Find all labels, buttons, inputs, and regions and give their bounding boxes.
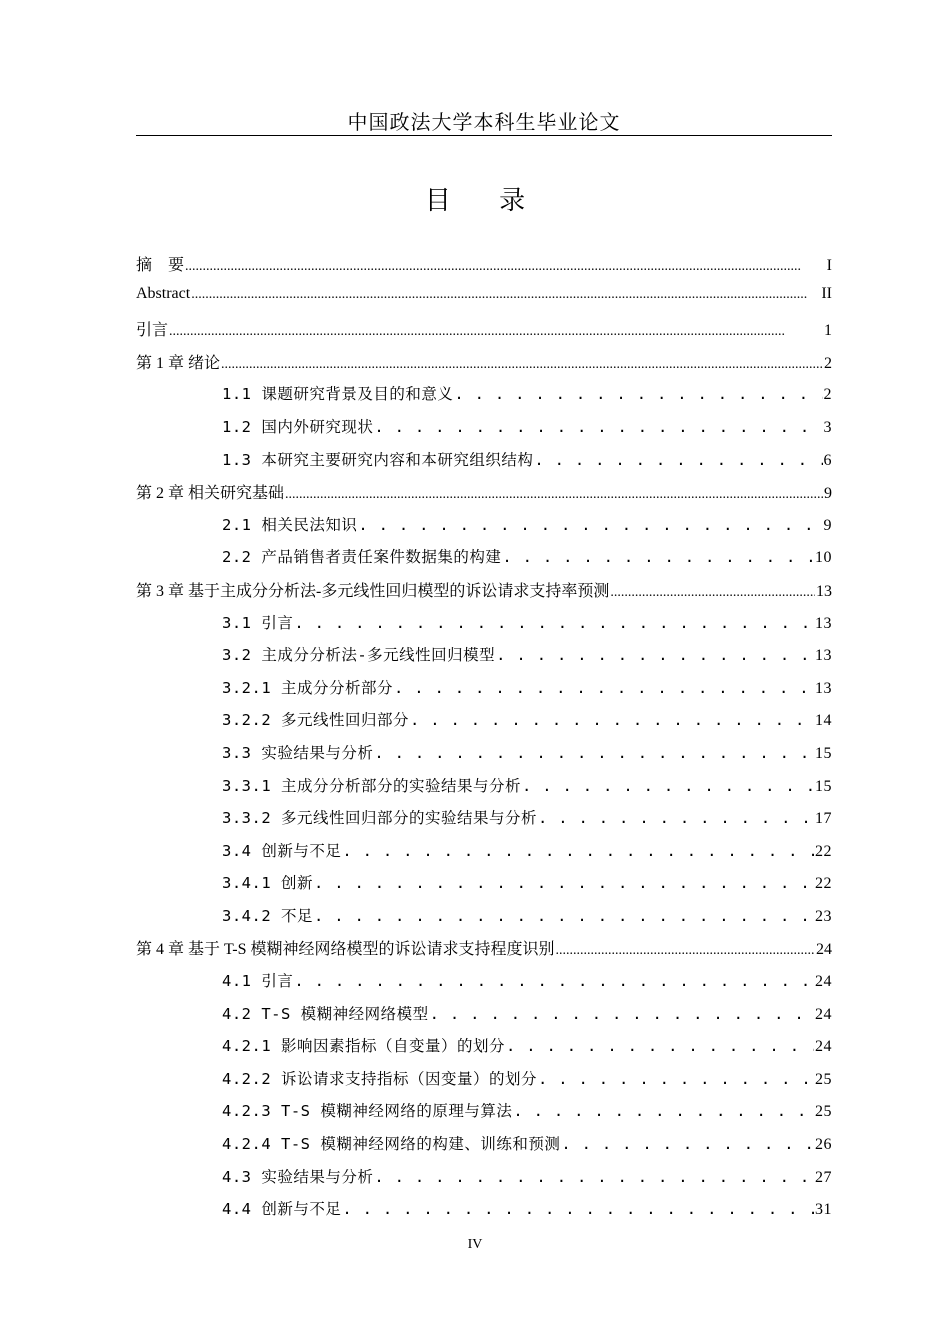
toc-dot-leader — [522, 777, 814, 795]
toc-dot-leader — [410, 711, 814, 729]
toc-entry[interactable] — [136, 1165, 832, 1198]
toc-entry-page: 13 — [815, 679, 832, 697]
running-header: 中国政法大学本科生毕业论文 — [347, 110, 621, 134]
toc-dot-leader — [294, 614, 814, 632]
toc-entry[interactable] — [136, 480, 832, 513]
toc-entry-page: 25 — [815, 1103, 832, 1121]
toc-entry-label: 4.2 T-S 模糊神经网络模型 — [222, 1004, 429, 1023]
toc-entry-page: 31 — [815, 1201, 832, 1219]
toc-entry-page: 24 — [816, 941, 832, 959]
toc-dot-leader — [534, 451, 822, 469]
toc-entry[interactable] — [136, 252, 832, 285]
toc-entry-page: 25 — [815, 1070, 832, 1088]
toc-dot-leader — [294, 972, 814, 990]
toc-entry-page: 24 — [815, 973, 832, 991]
toc-dot-leader — [538, 1070, 814, 1088]
toc-entry[interactable] — [136, 1067, 832, 1100]
toc-dot-leader — [285, 485, 823, 503]
toc-entry-page: 22 — [815, 875, 832, 893]
toc-entry[interactable] — [136, 415, 832, 448]
toc-dot-leader — [191, 285, 820, 303]
toc-entry-label: 3.3.1 主成分分析部分的实验结果与分析 — [222, 776, 521, 795]
toc-dot-leader — [430, 1005, 814, 1023]
toc-entry-page: 22 — [815, 842, 832, 860]
toc-entry[interactable] — [136, 1132, 832, 1165]
toc-entry[interactable] — [136, 806, 832, 839]
toc-title: 目 录 — [424, 186, 546, 216]
toc-dot-leader — [538, 809, 814, 827]
toc-dot-leader — [556, 941, 815, 959]
toc-entry-page: 24 — [815, 1005, 832, 1023]
toc-dot-leader — [169, 322, 823, 340]
toc-entry-page: 3 — [823, 418, 832, 436]
toc-entry[interactable] — [136, 382, 832, 415]
header-rule — [136, 135, 832, 136]
toc-entry[interactable] — [136, 448, 832, 481]
toc-dot-leader — [374, 1168, 814, 1186]
toc-entry[interactable] — [136, 1034, 832, 1067]
toc-entry[interactable] — [136, 676, 832, 709]
toc-entry-label: 第 4 章 基于 T-S 模糊神经网络模型的诉讼请求支持程度识别 — [136, 941, 555, 959]
toc-entry-label: 摘 要 — [136, 257, 185, 274]
toc-dot-leader — [610, 583, 815, 601]
toc-entry[interactable] — [136, 317, 832, 350]
toc-entry-label: 4.2.4 T-S 模糊神经网络的构建、训练和预测 — [222, 1135, 561, 1154]
toc-entry-label: 2.1 相关民法知识 — [222, 515, 358, 534]
toc-entry-label: 3.2.2 多元线性回归部分 — [222, 711, 409, 730]
toc-entry-label: 3.1 引言 — [222, 613, 294, 632]
toc-entry-label: Abstract — [136, 284, 191, 302]
toc-dot-leader — [314, 907, 814, 925]
toc-entry-page: 13 — [815, 614, 832, 632]
toc-entry-page: 27 — [815, 1168, 832, 1186]
toc-entry[interactable] — [136, 350, 832, 383]
toc-dot-leader — [221, 355, 823, 373]
toc-entry[interactable] — [136, 708, 832, 741]
toc-entry[interactable] — [136, 774, 832, 807]
toc-entry-label: 2.2 产品销售者责任案件数据集的构建 — [222, 548, 502, 567]
toc-entry-label: 引言 — [136, 322, 169, 340]
toc-entry-page: 13 — [816, 582, 832, 600]
toc-dot-leader — [561, 1135, 814, 1153]
toc-entry-page: 17 — [815, 810, 832, 828]
toc-entry-label: 3.4.1 创新 — [222, 874, 313, 893]
toc-entry[interactable] — [136, 611, 832, 644]
toc-entry-page: 2 — [823, 386, 832, 404]
toc-entry[interactable] — [136, 545, 832, 578]
toc-entry-label: 3.2.1 主成分分析部分 — [222, 678, 393, 697]
toc-entry[interactable] — [136, 578, 832, 611]
toc-entry[interactable] — [136, 871, 832, 904]
toc-entry-page: 2 — [824, 354, 832, 372]
toc-dot-leader — [342, 842, 814, 860]
toc-entry-label: 第 3 章 基于主成分分析法-多元线性回归模型的诉讼请求支持率预测 — [136, 582, 610, 600]
toc-entry-label: 1.2 国内外研究现状 — [222, 417, 374, 436]
toc-entry-page: I — [826, 257, 832, 274]
toc-dot-leader — [513, 1102, 814, 1120]
toc-entry-label: 3.2 主成分分析法-多元线性回归模型 — [222, 646, 496, 665]
toc-entry[interactable] — [136, 839, 832, 872]
toc-entry[interactable] — [136, 1197, 832, 1230]
toc-dot-leader — [185, 257, 826, 275]
toc-entry-label: 4.4 创新与不足 — [222, 1200, 342, 1219]
toc-entry-page: 10 — [815, 549, 832, 567]
toc-entry-label: 3.3 实验结果与分析 — [222, 743, 374, 762]
toc-entry-label: 1.3 本研究主要研究内容和本研究组织结构 — [222, 450, 534, 469]
toc-entry[interactable] — [136, 936, 832, 969]
toc-entry-page: 1 — [824, 322, 832, 340]
toc-entry-label: 第 2 章 相关研究基础 — [136, 485, 285, 503]
toc-entry-label: 4.2.1 影响因素指标（自变量）的划分 — [222, 1037, 505, 1056]
toc-entry[interactable] — [136, 904, 832, 937]
toc-entry[interactable] — [136, 513, 832, 546]
toc-dot-leader — [506, 1037, 814, 1055]
toc-entry[interactable] — [136, 285, 832, 318]
page-number: IV — [467, 1237, 483, 1252]
toc-dot-leader — [374, 418, 822, 436]
toc-entry[interactable] — [136, 741, 832, 774]
toc-dot-leader — [496, 646, 814, 664]
toc-entry-page: 26 — [815, 1136, 832, 1154]
toc-dot-leader — [358, 516, 822, 534]
toc-entry-page: 15 — [815, 744, 832, 762]
toc-entry-page: 9 — [823, 516, 832, 534]
toc-entry-label: 4.3 实验结果与分析 — [222, 1167, 374, 1186]
toc-entry-page: 23 — [815, 907, 832, 925]
toc-entry-page: 14 — [815, 712, 832, 730]
toc-entry-label: 第 1 章 绪论 — [136, 354, 221, 372]
toc-entry[interactable] — [136, 643, 832, 676]
toc-entry[interactable] — [136, 1002, 832, 1035]
toc-entry[interactable] — [136, 1099, 832, 1132]
toc-entry-page: 15 — [815, 777, 832, 795]
toc-entry-label: 3.3.2 多元线性回归部分的实验结果与分析 — [222, 809, 537, 828]
toc-entry-label: 3.4 创新与不足 — [222, 841, 342, 860]
toc-dot-leader — [342, 1200, 814, 1218]
toc-entry-label: 3.4.2 不足 — [222, 906, 313, 925]
toc-entry-label: 4.1 引言 — [222, 972, 294, 991]
toc-dot-leader — [502, 548, 814, 566]
toc-dot-leader — [454, 385, 822, 403]
toc-entry-label: 1.1 课题研究背景及目的和意义 — [222, 385, 454, 404]
toc-entry-page: 24 — [815, 1038, 832, 1056]
toc-dot-leader — [394, 679, 814, 697]
toc-dot-leader — [374, 744, 814, 762]
toc-entry[interactable] — [136, 969, 832, 1002]
toc-entry-page: 6 — [823, 451, 832, 469]
table-of-contents — [136, 252, 832, 1230]
toc-entry-label: 4.2.2 诉讼请求支持指标（因变量）的划分 — [222, 1069, 537, 1088]
toc-entry-page: 13 — [815, 647, 832, 665]
toc-dot-leader — [314, 874, 814, 892]
toc-entry-page: II — [821, 284, 832, 302]
toc-entry-label: 4.2.3 T-S 模糊神经网络的原理与算法 — [222, 1102, 513, 1121]
toc-entry-page: 9 — [824, 485, 832, 503]
